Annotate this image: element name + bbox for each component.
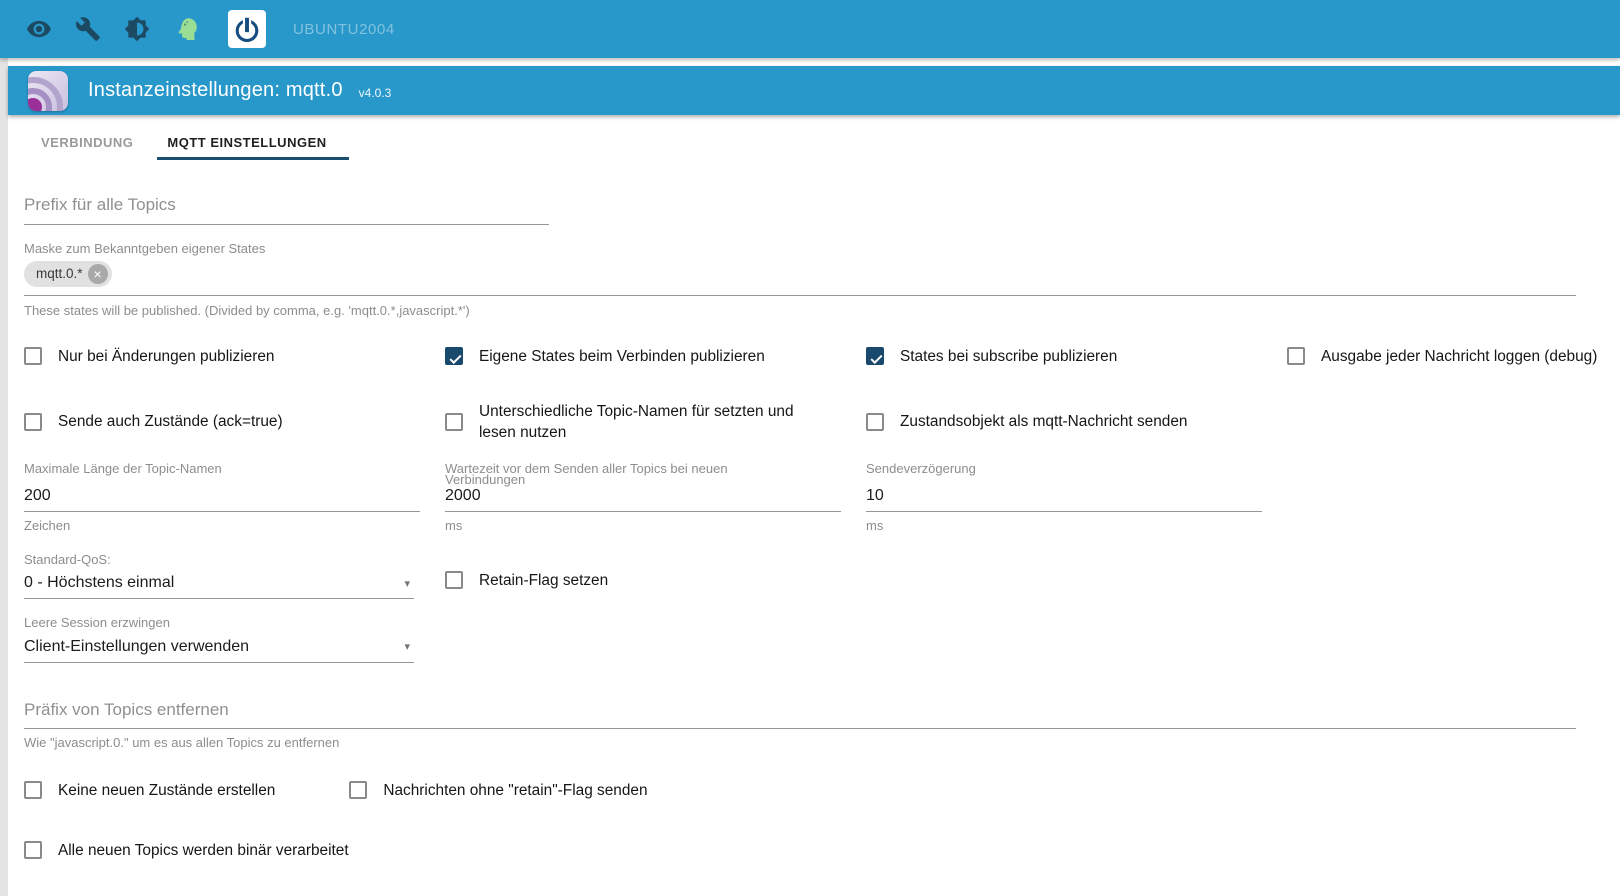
checkbox-box[interactable] [1287, 347, 1305, 365]
checkbox-box[interactable] [445, 413, 463, 431]
clean-session-select[interactable] [24, 617, 414, 663]
checkbox-label: Retain-Flag setzen [479, 571, 609, 589]
hostname-label: UBUNTU2004 [293, 20, 395, 38]
checkbox-box[interactable] [24, 841, 42, 859]
publish-mask-helper: These states will be published. (Divided by comma, e.g. 'mqtt.0.*,javascript.*') [24, 302, 470, 318]
checkbox-retain-flag[interactable] [445, 570, 1576, 591]
field-max-topic-length [24, 460, 420, 533]
select-label: Leere Session erzwingen [24, 615, 170, 630]
checkbox-label: Keine neuen Zustände erstellen [58, 781, 276, 799]
checkbox-box[interactable] [24, 781, 42, 799]
checkbox-label: Sende auch Zustände (ack=true) [58, 413, 283, 430]
mask-chip [24, 261, 112, 287]
field-send-delay [866, 460, 1262, 533]
select-value-row[interactable] [24, 638, 414, 663]
page-background-strip [0, 58, 8, 896]
remove-prefix-input[interactable] [24, 696, 1576, 729]
qos-row [24, 551, 1576, 600]
field-label: Maximale Länge der Topic-Namen [24, 460, 222, 476]
send-delay-on-connect-input[interactable] [445, 486, 841, 512]
expert-mode-icon[interactable] [173, 16, 199, 42]
select-label: Standard-QoS: [24, 551, 111, 567]
checkbox-all-topics-binary[interactable] [24, 840, 1576, 861]
tab-label: VERBINDUNG [41, 135, 134, 150]
checkbox-label: Nachrichten ohne "retain"-Flag senden [383, 781, 648, 799]
checkbox-label: Nur bei Änderungen publizieren [58, 347, 275, 365]
qos-select[interactable] [24, 551, 414, 600]
field-unit: ms [866, 517, 884, 533]
checkbox-different-topic-names[interactable] [445, 401, 866, 443]
checkbox-box[interactable] [24, 413, 42, 431]
checkbox-row-3 [24, 780, 1576, 801]
checkbox-no-new-states[interactable] [24, 780, 305, 801]
wrench-icon[interactable] [75, 16, 101, 42]
brightness-icon[interactable] [124, 16, 150, 42]
field-unit: ms [445, 517, 463, 533]
checkbox-label: States bei subscribe publizieren [900, 347, 1118, 365]
select-value: 0 - Höchstens einmal [24, 574, 175, 591]
checkbox-send-ack-states[interactable] [24, 401, 445, 443]
checkbox-label: Alle neuen Topics werden binär verarbeitet [58, 841, 349, 859]
dropdown-arrow-icon: ▾ [404, 641, 410, 653]
visibility-icon[interactable] [26, 16, 52, 42]
dialog-title: Instanzeinstellungen: mqtt.0 [88, 79, 343, 101]
dialog-titlebar [8, 66, 1620, 115]
settings-form [8, 115, 1620, 861]
iobroker-logo[interactable] [228, 10, 266, 48]
checkbox-row-2 [24, 401, 1576, 443]
field-label: Sendeverzögerung [866, 460, 976, 476]
send-delay-input[interactable] [866, 486, 1262, 512]
field-label: Wartezeit vor dem Senden aller Topics bei neuen Verbindungen [445, 460, 728, 487]
checkbox-row-1 [24, 346, 1598, 367]
checkbox-box[interactable] [349, 781, 367, 799]
publish-mask-chip-row[interactable] [24, 261, 1576, 296]
max-topic-length-input[interactable] [24, 486, 420, 512]
checkbox-publish-states-on-subscribe[interactable] [866, 346, 1287, 367]
chip-close-icon[interactable]: × [88, 264, 108, 284]
checkbox-debug-log-messages[interactable] [1287, 346, 1620, 367]
select-value: Client-Einstellungen verwenden [24, 637, 250, 655]
publish-mask-label: Maske zum Bekanntgeben eigener States [24, 241, 266, 256]
remove-prefix-helper: Wie "javascript.0." um es aus allen Topics zu entfernen [24, 734, 340, 750]
checkbox-box[interactable] [866, 347, 884, 365]
field-prefix-all-topics [24, 190, 1576, 225]
tab-label: MQTT EINSTELLUNGEN [167, 135, 327, 150]
app-toolbar [0, 0, 1620, 58]
checkbox-box[interactable] [866, 413, 884, 431]
checkbox-publish-own-states-on-connect[interactable] [445, 346, 866, 367]
dropdown-arrow-icon: ▾ [404, 577, 410, 590]
checkbox-label: Zustandsobjekt als mqtt-Nachricht senden [900, 413, 1188, 430]
checkbox-label: Ausgabe jeder Nachricht loggen (debug) [1321, 347, 1598, 365]
number-fields-row [24, 460, 1576, 533]
checkbox-box[interactable] [24, 347, 42, 365]
field-unit: Zeichen [24, 517, 71, 533]
adapter-version: v4.0.3 [358, 85, 392, 100]
checkbox-send-state-object-as-message[interactable] [866, 401, 1287, 443]
checkbox-box[interactable] [445, 571, 463, 589]
mqtt-adapter-icon [28, 71, 68, 111]
checkbox-box[interactable] [445, 347, 463, 365]
checkbox-send-without-retain[interactable] [349, 780, 677, 801]
field-remove-prefix [24, 696, 1576, 750]
checkbox-publish-on-change[interactable] [24, 346, 445, 367]
tab-bar [24, 125, 1576, 160]
instance-settings-dialog [8, 66, 1620, 896]
prefix-all-topics-input[interactable] [24, 190, 549, 225]
mask-chip-text: mqtt.0.* [36, 266, 83, 281]
checkbox-label: Unterschiedliche Topic-Namen für setzten und lesen nutzen [479, 402, 794, 441]
select-value-row[interactable] [24, 574, 414, 599]
tab-mqtt-einstellungen[interactable] [150, 125, 343, 160]
field-publish-mask [24, 243, 1576, 318]
tab-verbindung[interactable] [24, 125, 150, 160]
field-send-delay-on-connect [445, 460, 841, 533]
checkbox-label: Eigene States beim Verbinden publizieren [479, 347, 765, 365]
